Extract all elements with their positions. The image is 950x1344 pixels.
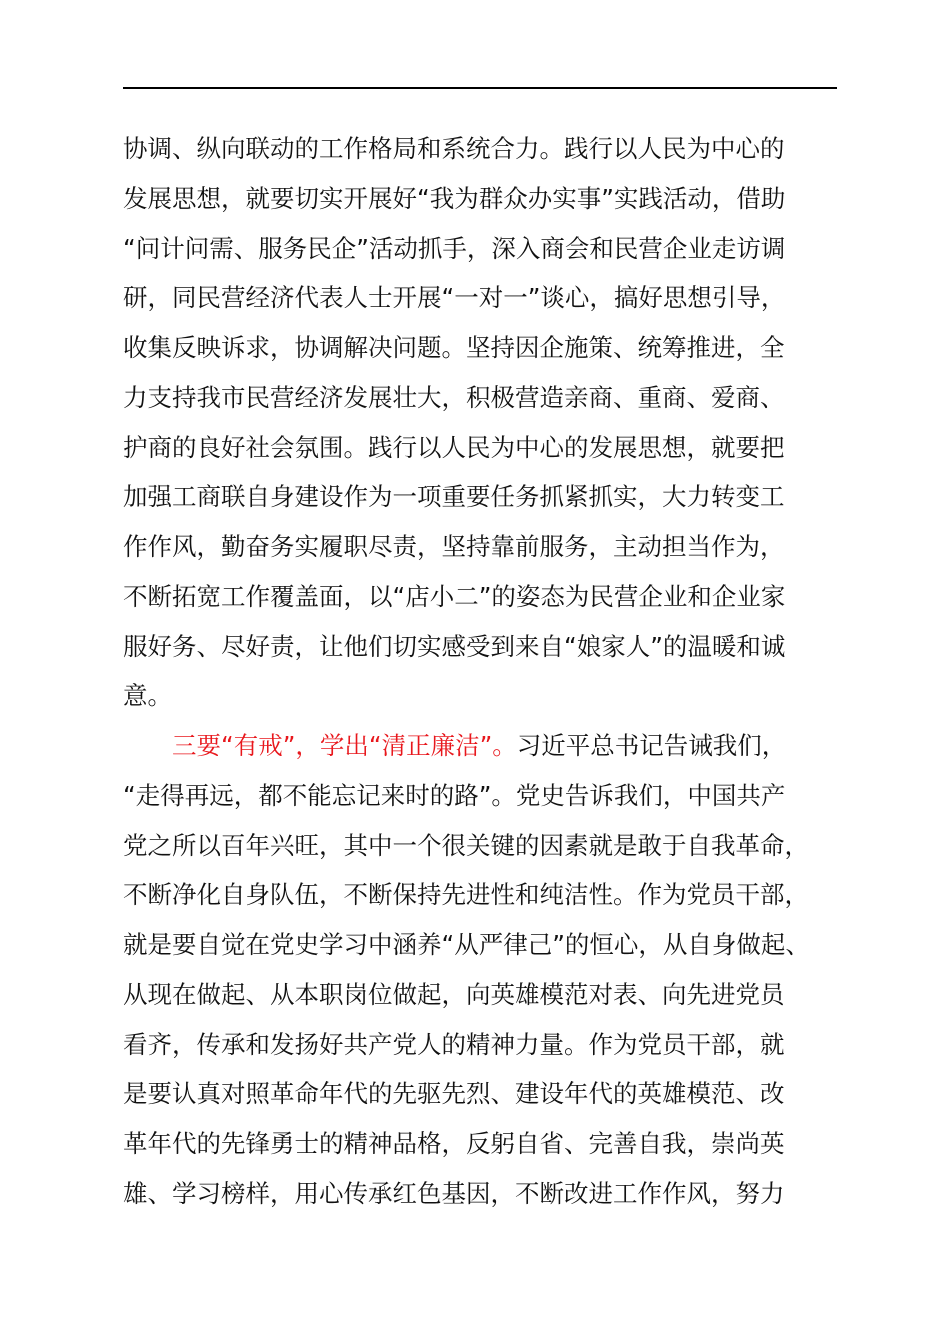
text-line: 收集反映诉求，协调解决问题。坚持因企施策、统筹推进，全: [123, 333, 785, 362]
text-span: 习近平总书记告诫我们，: [516, 731, 787, 760]
header-rule: [123, 87, 837, 89]
text-line: 雄、学习榜样，用心传承红色基因，不断改进工作作风，努力: [123, 1178, 785, 1208]
text-line: “走得再远，都不能忘记来时的路”。党史告诉我们，中国共产: [123, 780, 786, 810]
text-line: 不断净化自身队伍，不断保持先进性和纯洁性。作为党员干部，: [123, 880, 809, 910]
text-line: 革年代的先锋勇士的精神品格，反躬自省、完善自我，崇尚英: [123, 1129, 785, 1158]
text-line: 服好务、尽好责，让他们切实感受到来自“娘家人”的温暖和诚: [123, 631, 786, 661]
text-line: 护商的良好社会氛围。践行以人民为中心的发展思想，就要把: [123, 432, 785, 462]
text-line: 力支持我市民营经济发展壮大，积极营造亲商、重商、爱商、: [123, 382, 785, 412]
paragraph-2-first-line: [123, 721, 863, 771]
paragraph-2: [123, 721, 863, 1219]
paragraph-1: [123, 124, 863, 721]
text-line: 作作风，勤奋务实履职尽责，坚持靠前服务，主动担当作为，: [123, 532, 785, 561]
text-line: 加强工商联自身建设作为一项重要任务抓紧抓实，大力转变工: [123, 482, 785, 512]
text-line: 不断拓宽工作覆盖面，以“店小二”的姿态为民营企业和企业家: [123, 581, 786, 611]
text-line: 党之所以百年兴旺，其中一个很关键的因素就是敢于自我革命，: [123, 830, 809, 860]
document-body: [123, 124, 863, 1219]
text-line: 从现在做起、从本职岗位做起，向英雄模范对表、向先进党员: [123, 979, 785, 1009]
text-line: 发展思想，就要切实开展好“我为群众办实事”实践活动，借助: [123, 183, 786, 213]
text-line: 看齐，传承和发扬好共产党人的精神力量。作为党员干部，就: [123, 1029, 785, 1059]
section-heading: 三要“有戒”，学出“清正廉洁”。: [172, 731, 517, 760]
text-line: 意。: [123, 681, 172, 711]
text-line: “问计问需、服务民企”活动抓手，深入商会和民营企业走访调: [123, 233, 786, 263]
text-line: 研，同民营经济代表人士开展“一对一”谈心，搞好思想引导，: [123, 283, 786, 313]
text-line: 协调、纵向联动的工作格局和系统合力。践行以人民为中心的: [123, 134, 785, 163]
text-line: 就是要自觉在党史学习中涵养“从严律己”的恒心，从自身做起、: [123, 930, 810, 959]
text-line: 是要认真对照革命年代的先驱先烈、建设年代的英雄模范、改: [123, 1079, 785, 1109]
